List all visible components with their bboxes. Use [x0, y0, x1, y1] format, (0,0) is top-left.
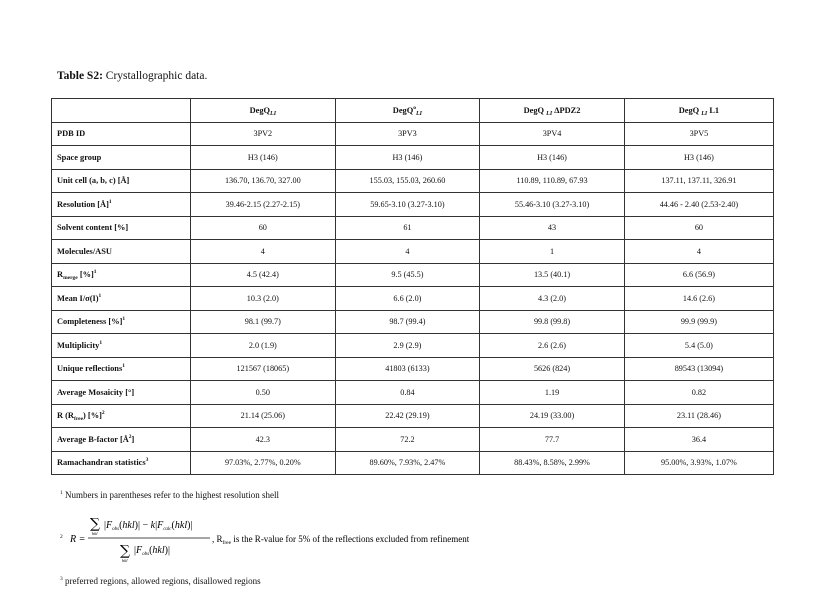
table-cell: 88.43%, 8.58%, 2.99%: [480, 451, 625, 475]
table-row: [52, 263, 774, 287]
table-cell: 43: [480, 216, 625, 240]
table-row: [52, 216, 774, 240]
footnote-3: [60, 576, 261, 586]
table-cell: 3PV4: [480, 122, 625, 146]
r-factor-formula: [60, 514, 760, 572]
table-row: [52, 193, 774, 217]
table-cell: 9.5 (45.5): [335, 263, 480, 287]
table-cell: 95.00%, 3.93%, 1.07%: [624, 451, 773, 475]
table-cell: 99.8 (99.8): [480, 310, 625, 334]
table-cell: 4: [335, 240, 480, 264]
row-label: $R_{merge}$ [%]$^1$: [52, 263, 191, 287]
header-corner: [52, 99, 191, 123]
footnote-2-mark: 2: [60, 534, 63, 540]
table-cell: 22.42 (29.19): [335, 404, 480, 428]
table-row: [52, 404, 774, 428]
table-cell: 1.19: [480, 381, 625, 405]
table-cell: 2.6 (2.6): [480, 334, 625, 358]
table-cell: H3 (146): [191, 146, 336, 170]
table-cell: 89.60%, 7.93%, 2.47%: [335, 451, 480, 475]
table-row: [52, 428, 774, 452]
sum-symbol-num: ∑: [90, 516, 100, 532]
table-cell: 0.82: [624, 381, 773, 405]
footnote-3-mark: 3: [60, 576, 63, 582]
table-cell: H3 (146): [624, 146, 773, 170]
table-cell: 2.0 (1.9): [191, 334, 336, 358]
table-row: [52, 169, 774, 193]
table-cell: 44.46 - 2.40 (2.53-2.40): [624, 193, 773, 217]
table-cell: 61: [335, 216, 480, 240]
row-label: Unique reflections$^1$: [52, 357, 191, 381]
table-row: [52, 381, 774, 405]
footnote-2-text: , $R_{free}$ is the R-value for 5% of the reflections excluded from refinement: [212, 534, 470, 546]
col-header-4: DegQ $_{LI}$ L1: [624, 99, 773, 123]
footnote-1-text: Numbers in parentheses refer to the highest resolution shell: [62, 490, 279, 500]
table-cell: 60: [191, 216, 336, 240]
svg-text:hkl: hkl: [92, 531, 98, 536]
row-label: R $(R_{free})$ [%]$^2$: [52, 404, 191, 428]
table-row: [52, 310, 774, 334]
table-row: [52, 287, 774, 311]
table-caption: [57, 70, 207, 82]
row-label: PDB ID: [52, 122, 191, 146]
table-cell: 41803 (6133): [335, 357, 480, 381]
table-cell: H3 (146): [335, 146, 480, 170]
table-cell: 89543 (13094): [624, 357, 773, 381]
formula-lhs: R =: [70, 534, 86, 545]
table-cell: 3PV3: [335, 122, 480, 146]
table-row: [52, 451, 774, 475]
crystallographic-data-table: [51, 98, 774, 475]
row-label: Space group: [52, 146, 191, 170]
table-cell: 3PV5: [624, 122, 773, 146]
table-cell: 5626 (824): [480, 357, 625, 381]
row-label: Solvent content [%]: [52, 216, 191, 240]
formula-denominator: $|F_{obs}(hkl)|$: [134, 545, 170, 557]
row-label: Average B-factor $[Å^2]$: [52, 428, 191, 452]
table-row: [52, 146, 774, 170]
col-header-2: DegQ$^o_{LI}$: [335, 99, 480, 123]
table-cell: 24.19 (33.00): [480, 404, 625, 428]
row-label: Completeness [%]$^1$: [52, 310, 191, 334]
col-header-1: DegQ$_{LI}$: [191, 99, 336, 123]
table-cell: 39.46-2.15 (2.27-2.15): [191, 193, 336, 217]
table-cell: 1: [480, 240, 625, 264]
table-cell: 0.84: [335, 381, 480, 405]
table-cell: 6.6 (2.0): [335, 287, 480, 311]
footnote-3-text: preferred regions, allowed regions, disallowed regions: [62, 576, 261, 586]
row-label: Unit cell (a, b, c) [Å]: [52, 169, 191, 193]
sum-symbol-den: ∑: [120, 543, 130, 559]
table-cell: 4.3 (2.0): [480, 287, 625, 311]
table-cell: 42.3: [191, 428, 336, 452]
header-row: [52, 99, 774, 123]
table-cell: 121567 (18065): [191, 357, 336, 381]
table-cell: H3 (146): [480, 146, 625, 170]
table-cell: 98.1 (99.7): [191, 310, 336, 334]
row-label: Molecules/ASU: [52, 240, 191, 264]
table-row: [52, 122, 774, 146]
svg-text:hkl: hkl: [122, 558, 128, 563]
table-cell: 136.70, 136.70, 327.00: [191, 169, 336, 193]
table-cell: 21.14 (25.06): [191, 404, 336, 428]
table-cell: 23.11 (28.46): [624, 404, 773, 428]
row-label: Mean $I/\sigma(I)^1$: [52, 287, 191, 311]
table-row: [52, 357, 774, 381]
row-label: Multiplicity$^1$: [52, 334, 191, 358]
table-cell: 155.03, 155.03, 260.60: [335, 169, 480, 193]
row-label: Ramachandran statistics$^3$: [52, 451, 191, 475]
table-cell: 99.9 (99.9): [624, 310, 773, 334]
formula-numerator: $|F_{obs}(hkl)| - k|F_{calc}(hkl)|$: [104, 520, 193, 532]
table-cell: 5.4 (5.0): [624, 334, 773, 358]
table-cell: 98.7 (99.4): [335, 310, 480, 334]
table-cell: 4: [191, 240, 336, 264]
table-cell: 10.3 (2.0): [191, 287, 336, 311]
table-cell: 2.9 (2.9): [335, 334, 480, 358]
table-cell: 60: [624, 216, 773, 240]
caption-label: Table S2:: [57, 70, 103, 82]
table-cell: 59.65-3.10 (3.27-3.10): [335, 193, 480, 217]
table-cell: 6.6 (56.9): [624, 263, 773, 287]
row-label: Resolution [Å]$^1$: [52, 193, 191, 217]
table-cell: 97.03%, 2.77%, 0.20%: [191, 451, 336, 475]
table-cell: 0.50: [191, 381, 336, 405]
table-row: [52, 334, 774, 358]
row-label: Average Mosaicity [°]: [52, 381, 191, 405]
table-cell: 4: [624, 240, 773, 264]
table-cell: 13.5 (40.1): [480, 263, 625, 287]
table-cell: 72.2: [335, 428, 480, 452]
table-cell: 77.7: [480, 428, 625, 452]
footnote-1-mark: 1: [60, 490, 63, 496]
table-row: [52, 240, 774, 264]
table-cell: 4.5 (42.4): [191, 263, 336, 287]
table-cell: 110.89, 110.89, 67.93: [480, 169, 625, 193]
table-cell: 55.46-3.10 (3.27-3.10): [480, 193, 625, 217]
table-cell: 137.11, 137.11, 326.91: [624, 169, 773, 193]
caption-text: Crystallographic data.: [102, 70, 208, 82]
col-header-3: DegQ $_{LI}$ ΔPDZ2: [480, 99, 625, 123]
table-cell: 36.4: [624, 428, 773, 452]
footnote-2: [60, 514, 760, 569]
footnote-1: [60, 490, 279, 500]
table-cell: 14.6 (2.6): [624, 287, 773, 311]
table-cell: 3PV2: [191, 122, 336, 146]
